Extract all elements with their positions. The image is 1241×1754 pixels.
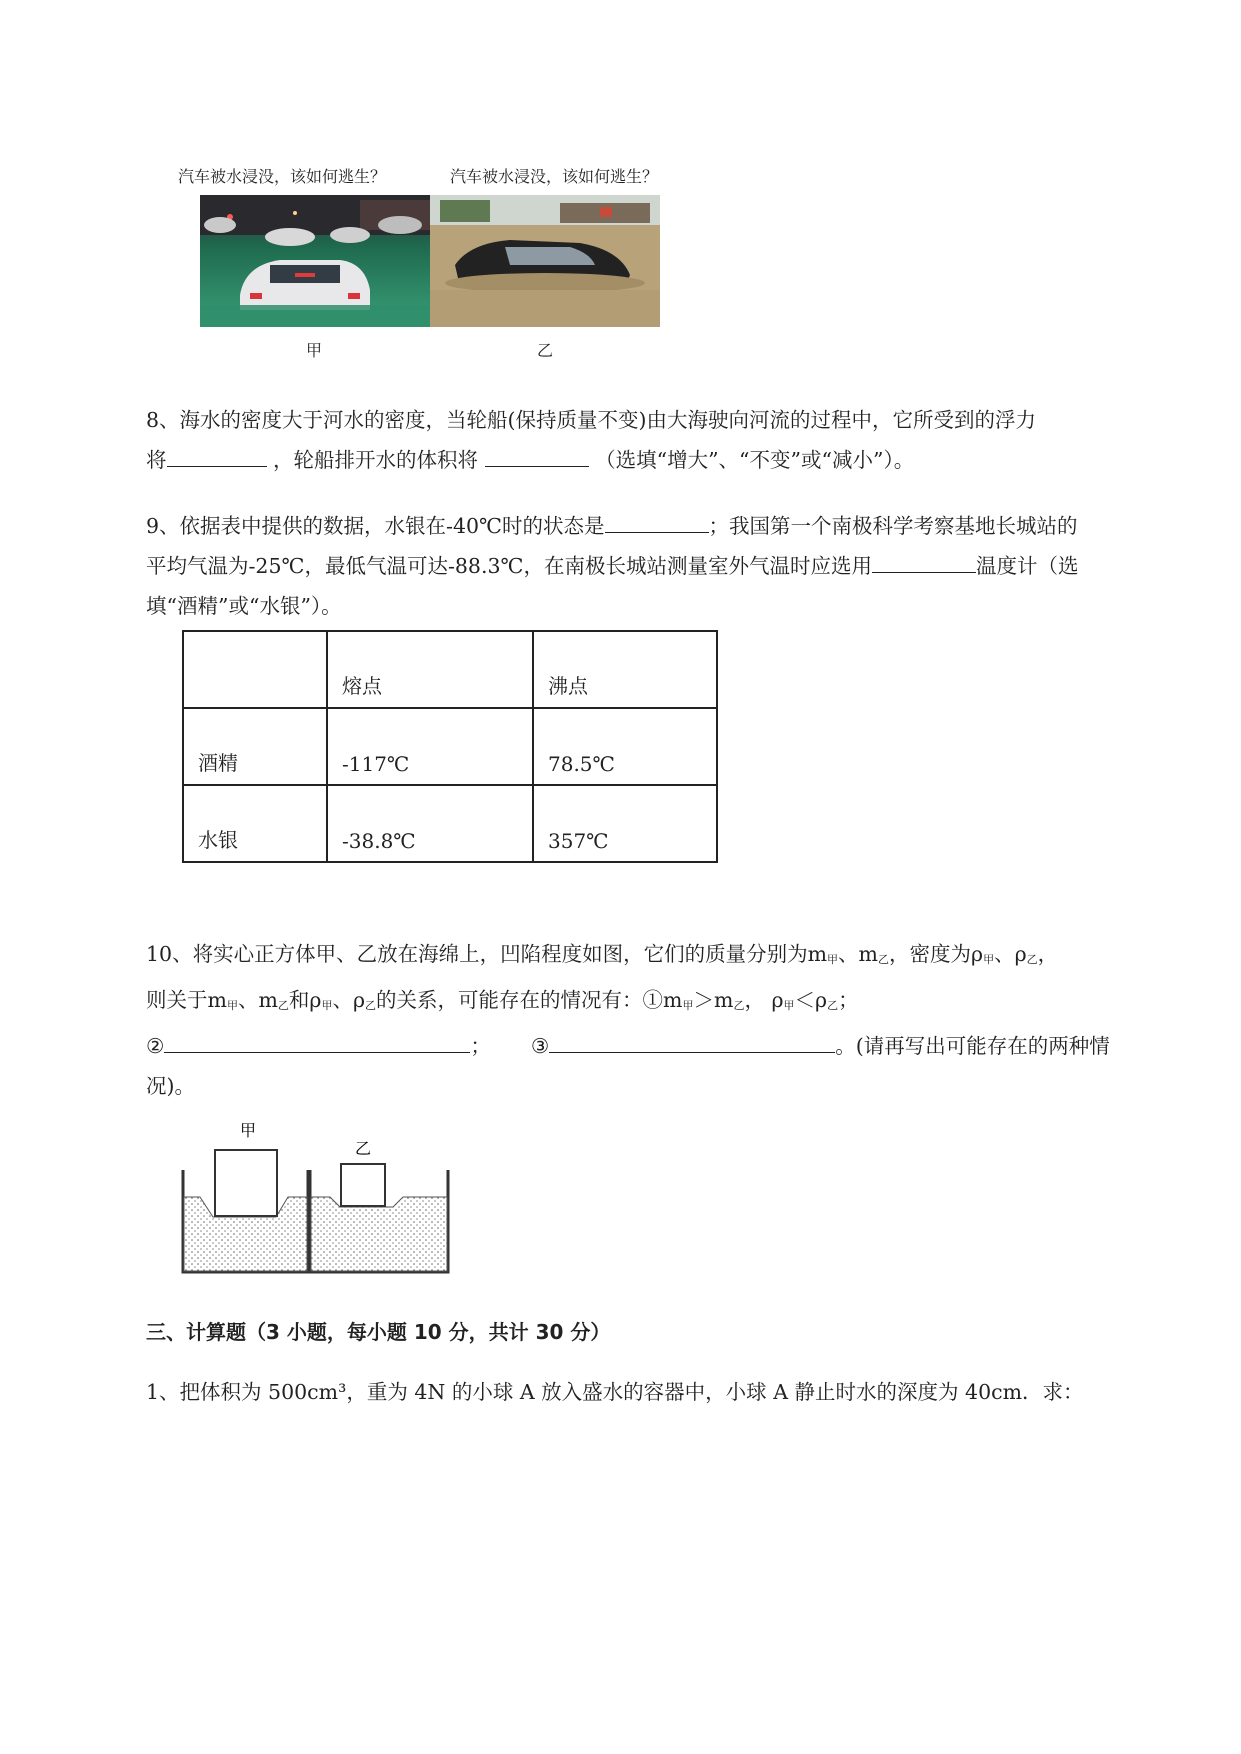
table-header-row (183, 631, 717, 708)
punct: ； (838, 988, 859, 1012)
q10-text: 密度为 (909, 942, 971, 966)
section-3-heading: 三、计算题（3 小题，每小题 10 分，共计 30 分） (146, 1320, 611, 1344)
punct: ； (470, 1034, 491, 1058)
subscript: 甲 (682, 999, 694, 1012)
punct: 、 (237, 988, 259, 1012)
q9-line2 (146, 546, 1166, 586)
q10-line3 (146, 1026, 1166, 1066)
punct: ， (1037, 942, 1059, 966)
table-cell: 水银 (183, 785, 327, 862)
q10-text: 和 (288, 988, 310, 1012)
cube-jia (215, 1150, 277, 1216)
q8-text: 将 (146, 448, 167, 472)
q10-text: 。(请再写出可能存在的两种情 (835, 1034, 1110, 1058)
question-10 (146, 934, 1166, 1106)
q9-text: ；我国第一个南极科学考察基地长城站的 (708, 514, 1078, 538)
q10-text: 的关系，可能存在的情况有：① (376, 988, 664, 1012)
q9-text: 温度计（选 (975, 554, 1079, 578)
punct: 、 (838, 942, 859, 966)
answer-blank-q8-2[interactable] (485, 440, 589, 467)
table-cell: -117℃ (327, 708, 533, 785)
cube-yi-label: 乙 (354, 1139, 372, 1158)
figure-label-jia: 甲 (306, 341, 323, 360)
table-header-cell: 熔点 (327, 631, 533, 708)
answer-blank-q10-2[interactable] (164, 1026, 470, 1053)
subscript: 乙 (365, 999, 377, 1012)
table-cell: 78.5℃ (533, 708, 717, 785)
symbol-rho: ρ (309, 988, 322, 1012)
symbol-lt: ＜ (794, 988, 816, 1012)
q10-line4: 况)。 (146, 1074, 195, 1098)
calc-question-1: 1、把体积为 500cm³，重为 4N 的小球 A 放入盛水的容器中，小球 A 静止时水的深度为 40cm．求： (146, 1380, 1084, 1404)
symbol-rho: ρ (771, 988, 784, 1012)
answer-blank-q9-2[interactable] (872, 546, 976, 573)
table-row (183, 708, 717, 785)
flooded-car-photo-left (200, 195, 430, 327)
subscript: 甲 (321, 999, 333, 1012)
q8-text: （选填“增大”、“不变”或“减小”）。 (595, 448, 915, 472)
q10-text: 10、将实心正方体甲、乙放在海绵上，凹陷程度如图，它们的质量分别为 (146, 942, 808, 966)
q9-text: 平均气温为-25℃，最低气温可达-88.3℃，在南极长城站测量室外气温时应选用 (146, 554, 872, 578)
question-9 (146, 506, 1166, 626)
table-header-cell: 沸点 (533, 631, 717, 708)
symbol-rho: ρ (815, 988, 828, 1012)
subscript: 甲 (226, 999, 238, 1012)
sponge-figure (178, 1112, 458, 1280)
q9-text: 9、依据表中提供的数据，水银在-40℃时的状态是 (146, 514, 605, 538)
q10-line2 (146, 980, 1166, 1026)
cube-jia-label: 甲 (239, 1121, 257, 1140)
question-8 (146, 400, 1166, 480)
symbol-gt: ＞ (693, 988, 714, 1012)
subscript: 乙 (733, 999, 745, 1012)
circled-number-2: ② (146, 1034, 165, 1058)
symbol-m: m (663, 988, 683, 1012)
q9-line1 (146, 506, 1166, 546)
q10-text: 则关于 (146, 988, 208, 1012)
answer-blank-q8-1[interactable] (167, 440, 267, 467)
q8-text: ，轮船排开水的体积将 (273, 448, 479, 472)
symbol-m: m (207, 988, 227, 1012)
symbol-m: m (858, 942, 878, 966)
answer-blank-q9-1[interactable] (605, 506, 709, 533)
table-cell: -38.8℃ (327, 785, 533, 862)
subscript: 甲 (827, 953, 839, 966)
subscript: 乙 (827, 999, 839, 1012)
punct: 、 (332, 988, 353, 1012)
subscript: 乙 (1026, 953, 1038, 966)
symbol-rho: ρ (971, 942, 984, 966)
subscript: 乙 (277, 999, 289, 1012)
table-cell: 357℃ (533, 785, 717, 862)
table-header-cell (183, 631, 327, 708)
melting-boiling-table (182, 630, 718, 863)
answer-blank-q10-3[interactable] (549, 1026, 835, 1053)
q10-line1 (146, 934, 1166, 980)
symbol-m: m (258, 988, 278, 1012)
subscript: 甲 (783, 999, 795, 1012)
symbol-m: m (713, 988, 734, 1012)
punct: ， (744, 988, 765, 1012)
figure-caption-right: 汽车被水浸没，该如何逃生？ (450, 167, 659, 186)
subscript: 甲 (983, 953, 995, 966)
table-row (183, 785, 717, 862)
punct: 、 (994, 942, 1015, 966)
figure-label-yi: 乙 (537, 341, 554, 360)
figure-caption-left: 汽车被水浸没，该如何逃生？ (178, 167, 387, 186)
q9-line3: 填“酒精”或“水银”）。 (146, 594, 342, 618)
q8-line2 (146, 440, 1166, 480)
circled-number-3: ③ (530, 1034, 550, 1058)
punct: ， (889, 942, 910, 966)
cube-yi (341, 1164, 385, 1206)
symbol-m: m (807, 942, 828, 966)
subscript: 乙 (878, 953, 889, 966)
symbol-rho: ρ (352, 988, 366, 1012)
symbol-rho: ρ (1014, 942, 1027, 966)
table-cell: 酒精 (183, 708, 327, 785)
flooded-car-photo-right (430, 195, 660, 327)
q8-line1: 8、海水的密度大于河水的密度，当轮船(保持质量不变)由大海驶向河流的过程中，它所受到的浮力 (146, 408, 1037, 432)
